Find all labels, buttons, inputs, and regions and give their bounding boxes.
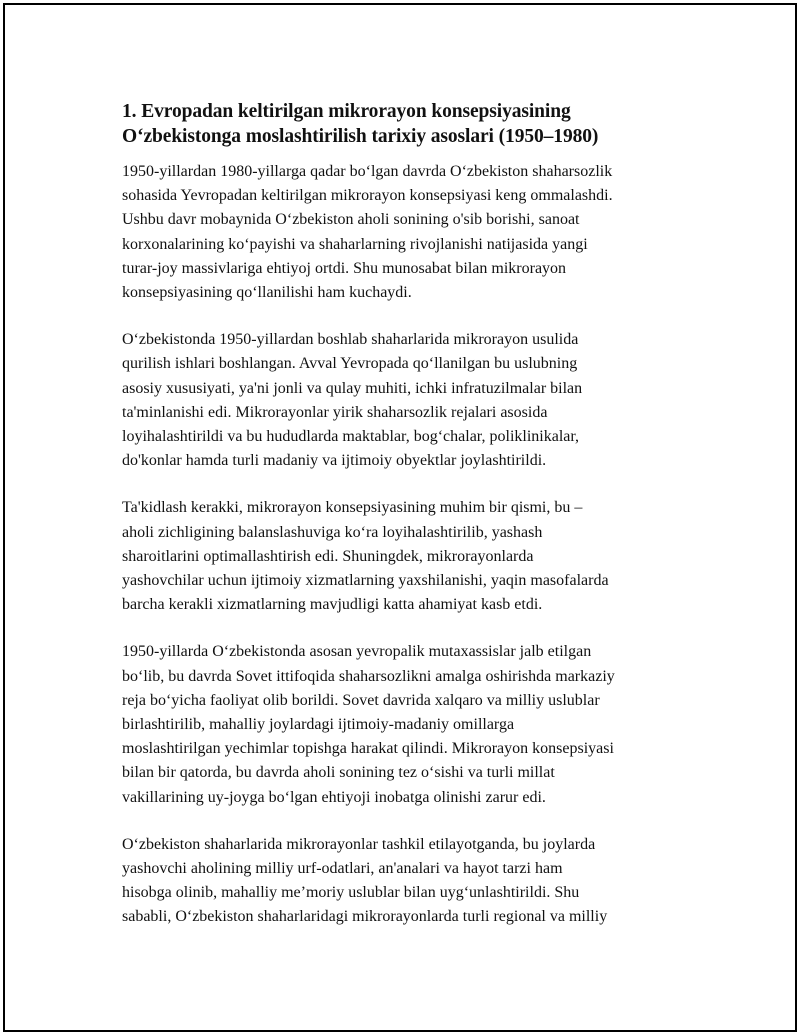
paragraph-5: O‘zbekiston shaharlarida mikrorayonlar tashkil etilayotganda, bu joylarda yashovchi aholining milliy urf-odatlari, an'analari va hayot tarzi ham hisobga olinib, mahalliy me’moriy uslublar bilan uyg‘unlashtirildi. Shu sababli, O‘zbekiston shaharlaridagi mikrorayonlarda turli regional va milliy	[122, 835, 608, 926]
document-body	[122, 99, 692, 953]
paragraph-4: 1950-yillarda O‘zbekistonda asosan yevropalik mutaxassislar jalb etilgan bo‘lib, bu davrda Sovet ittifoqida shaharsozlikni amalga oshirishda markaziy reja bo‘yicha faoliyat olib borildi. Sovet davrida xalqaro va milliy uslublar birlashtirilib, mahalliy joylardagi ijtimoiy-madaniy omillarga moslashtirilgan yechimlar topishga harakat qilindi. Mikrorayon konsepsiyasi bilan bir qatorda, bu davrda aholi sonining tez o‘sishi va turli millat vakillarining uy-joyga bo‘lgan ehtiyoji inobatga olinishi zarur edi.	[122, 643, 615, 806]
paragraph-2: O‘zbekistonda 1950-yillardan boshlab shaharlarida mikrorayon usulida qurilish ishlari boshlangan. Avval Yevropada qo‘llanilgan bu uslubning asosiy xususiyati, ya'ni jonli va qulay muhiti, ichki infratuzilmalar bilan ta'minlanishi edi. Mikrorayonlar yirik shaharsozlik rejalari asosida loyihalashtirildi va bu hududlarda maktablar, bog‘chalar, poliklinikalar, do'konlar hamda turli madaniy va ijtimoiy obyektlar joylashtirildi.	[122, 331, 583, 470]
paragraph-1: 1950-yillardan 1980-yillarga qadar bo‘lgan davrda O‘zbekiston shaharsozlik sohasida Yevropadan keltirilgan mikrorayon konsepsiyasi keng ommalashdi. Ushbu davr mobaynida O‘zbekiston aholi sonining o'sib borishi, sanoat korxonalarining ko‘payishi va shaharlarning rivojlanishi natijasida yangi turar-joy massivlariga ehtiyoj ortdi. Shu munosabat bilan mikrorayon konsepsiyasining qo‘llanilishi ham kuchaydi.	[122, 163, 613, 302]
section-heading: 1. Evropadan keltirilgan mikrorayon konsepsiyasining O‘zbekistonga moslashtirilish tarixiy asoslari (1950–1980)	[122, 101, 599, 147]
paragraph-3: Ta'kidlash kerakki, mikrorayon konsepsiyasining muhim bir qismi, bu – aholi zichligining balanslashuviga ko‘ra loyihalashtirilib, yashash sharoitlarini optimallashtirish edi. Shuningdek, mikrorayonlarda yashovchilar uchun ijtimoiy xizmatlarning yaxshilanishi, yaqin masofalarda barcha kerakli xizmatlarning mavjudligi katta ahamiyat kasb etdi.	[122, 499, 609, 614]
page-frame	[3, 3, 797, 1032]
